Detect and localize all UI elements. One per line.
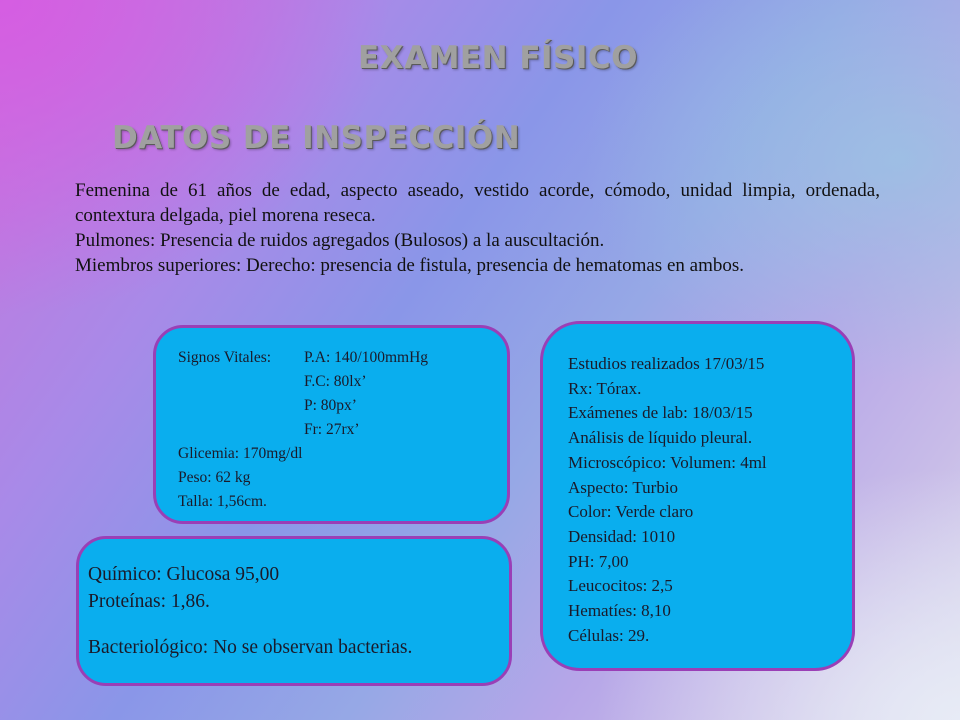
pulse: P: 80px’ [304,397,357,414]
protein-result: Proteínas: 1,86. [88,591,210,612]
studies-line: PH: 7,00 [568,551,629,571]
studies-date: Estudios realizados 17/03/15 [568,354,765,373]
studies-line: Rx: Tórax. [568,378,642,398]
glycemia: Glicemia: 170mg/dl [178,445,303,462]
height: Talla: 1,56cm. [178,493,267,510]
upper-limbs-description: Miembros superiores: Derecho: presencia de fistula, presencia de hematomas en ambos. [75,255,744,276]
studies-line: Análisis de líquido pleural. [568,428,753,448]
studies-line: Microscópico: Volumen: 4ml [568,452,767,472]
general-description: Femenina de 61 años de edad, aspecto aseado, vestido acorde, cómodo, unidad limpia, ordenada, contextura delgada, piel morena reseca. [75,180,880,226]
studies-box [540,321,855,671]
studies-line: Color: Verde claro [568,502,694,522]
slide-title: EXAMEN FÍSICO [358,40,639,76]
studies-line: Hematíes: 8,10 [568,601,671,621]
bacteriology-result: Bacteriológico: No se observan bacterias. [88,637,413,658]
heart-rate: F.C: 80lx’ [304,373,367,390]
studies-line: Células: 29. [568,625,650,645]
studies-line: Aspecto: Turbio [568,477,679,497]
studies-line: Exámenes de lab: 18/03/15 [568,403,753,423]
inspection-text [75,178,880,278]
vital-signs-box [153,325,510,524]
blood-pressure: P.A: 140/100mmHg [304,349,429,366]
glucose-result: Químico: Glucosa 95,00 [88,564,280,585]
studies-line: Leucocitos: 2,5 [568,576,673,596]
vital-signs-label: Signos Vitales: [178,349,272,366]
lungs-description: Pulmones: Presencia de ruidos agregados (Bulosos) a la auscultación. [75,230,605,251]
studies-line: Densidad: 1010 [568,526,676,546]
section-subtitle: DATOS DE INSPECCIÓN [112,120,521,156]
respiratory-rate: Fr: 27rx’ [304,421,360,438]
weight: Peso: 62 kg [178,469,251,486]
chemistry-box [76,536,512,686]
